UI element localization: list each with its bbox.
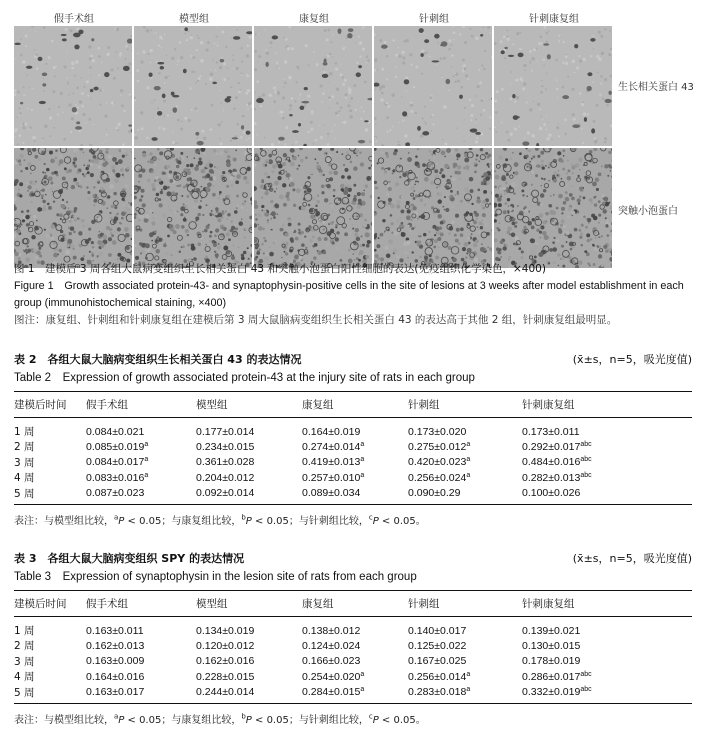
value-cell: 0.420±0.023$^a$ xyxy=(408,456,471,469)
value-cell: 0.163±0.011 xyxy=(86,624,144,637)
table-3 xyxy=(14,550,692,726)
table-row xyxy=(14,638,692,654)
value-cell: 0.282±0.013$^{abc}$ xyxy=(522,471,592,484)
row-label-gap43: 生长相关蛋白 43 xyxy=(618,82,694,93)
value-cell: 0.120±0.012 xyxy=(196,639,255,652)
figure-caption xyxy=(14,261,694,329)
week-cell: 2 周 xyxy=(14,640,35,653)
value-cell: 0.164±0.016 xyxy=(86,670,145,683)
value-cell: 0.162±0.013 xyxy=(86,639,145,652)
week-cell: 4 周 xyxy=(14,671,35,684)
table-row xyxy=(14,617,692,639)
week-cell: 1 周 xyxy=(14,426,35,438)
value-cell: 0.167±0.025 xyxy=(408,655,467,668)
row-label-synaptophysin: 突触小泡蛋白 xyxy=(618,206,678,217)
column-header: 模型组 xyxy=(196,392,302,418)
caption-chinese: 图 1 建模后 3 周各组大鼠病变组织生长相关蛋白 43 和突触小泡蛋白阳性细胞的表达(免疫组织化学染色，×400) xyxy=(14,263,546,275)
week-cell: 5 周 xyxy=(14,486,86,505)
col-header-sham: 假手术组 xyxy=(54,14,94,25)
figure-1 xyxy=(14,8,694,217)
value-cell: 0.284±0.015$^a$ xyxy=(302,685,408,704)
value-cell: 0.178±0.019 xyxy=(522,655,581,668)
table-2 xyxy=(14,351,692,527)
column-header: 针刺组 xyxy=(408,591,522,617)
micrograph-image xyxy=(14,26,134,146)
week-cell: 1 周 xyxy=(14,625,35,637)
micrograph-image xyxy=(374,148,494,268)
figure-column-headers xyxy=(14,8,614,26)
table-3-title-cn: 表 3 各组大鼠大脑病变组织 SPY 的表达情况 xyxy=(14,552,245,565)
table-2-title-cn: 表 2 各组大鼠大脑病变组织生长相关蛋白 43 的表达情况 xyxy=(14,353,302,366)
column-header: 建模后时间 xyxy=(14,591,86,617)
table-2-title-en: Table 2 Expression of growth associated protein-43 at the injury site of rats in each group xyxy=(14,372,475,384)
value-cell: 0.085±0.019$^a$ xyxy=(86,440,149,453)
value-cell: 0.292±0.017$^{abc}$ xyxy=(522,440,592,453)
col-header-model: 模型组 xyxy=(179,14,209,25)
table-2-grid xyxy=(14,391,692,505)
column-header: 康复组 xyxy=(302,591,408,617)
table-row xyxy=(14,654,692,670)
column-header: 假手术组 xyxy=(86,591,196,617)
value-cell: 0.173±0.011 xyxy=(522,425,580,438)
table-row xyxy=(14,685,692,704)
value-cell: 0.256±0.014$^a$ xyxy=(408,670,471,683)
value-cell: 0.100±0.026 xyxy=(522,486,692,505)
week-cell: 2 周 xyxy=(14,441,35,454)
table-3-grid xyxy=(14,590,692,704)
table-row xyxy=(14,486,692,505)
value-cell: 0.092±0.014 xyxy=(196,486,302,505)
value-cell: 0.283±0.018$^a$ xyxy=(408,685,522,704)
value-cell: 0.361±0.028 xyxy=(196,456,255,469)
value-cell: 0.177±0.014 xyxy=(196,425,255,438)
value-cell: 0.162±0.016 xyxy=(196,655,255,668)
col-header-acupuncture: 针刺组 xyxy=(419,14,449,25)
table-row xyxy=(14,669,692,685)
micrograph-image xyxy=(494,148,614,268)
table-2-stat-note: (x̄±s，n=5，吸光度值) xyxy=(572,353,692,366)
caption-english: Figure 1 Growth associated protein-43- and synaptophysin-positive cells in the site of lesions at 3 weeks after model establishment in each group (immunohistochemical staining, ×400) xyxy=(14,280,684,309)
week-cell: 5 周 xyxy=(14,685,86,704)
table-row xyxy=(14,418,692,440)
table-3-stat-note: (x̄±s，n=5，吸光度值) xyxy=(572,552,692,565)
value-cell: 0.234±0.015 xyxy=(196,440,255,453)
column-header: 假手术组 xyxy=(86,392,196,418)
value-cell: 0.257±0.010$^a$ xyxy=(302,471,365,484)
value-cell: 0.084±0.021 xyxy=(86,425,145,438)
col-header-acu-rehab: 针刺康复组 xyxy=(529,14,579,25)
value-cell: 0.163±0.017 xyxy=(86,685,196,704)
value-cell: 0.332±0.019$^{abc}$ xyxy=(522,685,692,704)
table-row xyxy=(14,470,692,486)
value-cell: 0.204±0.012 xyxy=(196,471,255,484)
table-3-footnote: 表注：与模型组比较，$^a$P < 0.05；与康复组比较，$^b$P < 0.05；与针刺组比较，$^c$P < 0.05。 xyxy=(14,712,426,726)
value-cell: 0.130±0.015 xyxy=(522,639,581,652)
column-header: 建模后时间 xyxy=(14,392,86,418)
micrograph-row-synaptophysin xyxy=(14,148,614,268)
column-header: 模型组 xyxy=(196,591,302,617)
value-cell: 0.244±0.014 xyxy=(196,685,302,704)
week-cell: 4 周 xyxy=(14,472,35,485)
value-cell: 0.419±0.013$^a$ xyxy=(302,456,365,469)
value-cell: 0.256±0.024$^a$ xyxy=(408,471,471,484)
micrograph-image xyxy=(494,26,614,146)
value-cell: 0.164±0.019 xyxy=(302,425,361,438)
micrograph-image xyxy=(374,26,494,146)
value-cell: 0.228±0.015 xyxy=(196,670,255,683)
value-cell: 0.087±0.023 xyxy=(86,486,196,505)
week-cell: 3 周 xyxy=(14,655,35,668)
table-row xyxy=(14,455,692,471)
value-cell: 0.274±0.014$^a$ xyxy=(302,440,365,453)
col-header-rehab: 康复组 xyxy=(299,14,329,25)
value-cell: 0.163±0.009 xyxy=(86,655,145,668)
figure-note: 图注：康复组、针刺组和针刺康复组在建模后第 3 周大鼠脑病变组织生长相关蛋白 43 的表达高于其他 2 组，针刺康复组最明显。 xyxy=(14,314,618,326)
column-header: 针刺康复组 xyxy=(522,591,692,617)
table-3-title-en: Table 3 Expression of synaptophysin in the lesion site of rats from each group xyxy=(14,571,417,583)
table-2-footnote: 表注：与模型组比较，$^a$P < 0.05；与康复组比较，$^b$P < 0.05；与针刺组比较，$^c$P < 0.05。 xyxy=(14,513,426,527)
value-cell: 0.140±0.017 xyxy=(408,624,467,637)
value-cell: 0.138±0.012 xyxy=(302,624,361,637)
value-cell: 0.173±0.020 xyxy=(408,425,467,438)
value-cell: 0.090±0.29 xyxy=(408,486,522,505)
micrograph-image xyxy=(134,26,254,146)
value-cell: 0.254±0.020$^a$ xyxy=(302,670,365,683)
value-cell: 0.166±0.023 xyxy=(302,655,361,668)
micrograph-image xyxy=(134,148,254,268)
value-cell: 0.089±0.034 xyxy=(302,486,408,505)
value-cell: 0.084±0.017$^a$ xyxy=(86,456,149,469)
value-cell: 0.083±0.016$^a$ xyxy=(86,471,149,484)
micrograph-image xyxy=(254,148,374,268)
value-cell: 0.484±0.016$^{abc}$ xyxy=(522,456,592,469)
micrograph-image xyxy=(254,26,374,146)
week-cell: 3 周 xyxy=(14,456,35,469)
value-cell: 0.139±0.021 xyxy=(522,624,581,637)
value-cell: 0.134±0.019 xyxy=(196,624,255,637)
value-cell: 0.125±0.022 xyxy=(408,639,467,652)
micrograph-image xyxy=(14,148,134,268)
value-cell: 0.124±0.024 xyxy=(302,639,361,652)
micrograph-row-gap43 xyxy=(14,26,614,146)
value-cell: 0.275±0.012$^a$ xyxy=(408,440,471,453)
column-header: 康复组 xyxy=(302,392,408,418)
value-cell: 0.286±0.017$^{abc}$ xyxy=(522,670,592,683)
table-row xyxy=(14,439,692,455)
column-header: 针刺康复组 xyxy=(522,392,692,418)
column-header: 针刺组 xyxy=(408,392,522,418)
